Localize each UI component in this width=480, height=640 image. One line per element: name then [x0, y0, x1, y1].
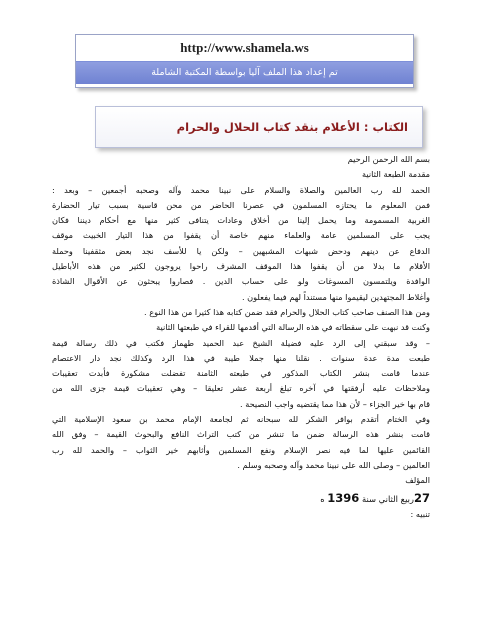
text-line: وكنت قد نبهت على سقطاته في هذه الرسالة التي أقدمها للقراء في طبعتها الثانية	[156, 322, 430, 333]
text-line: يجب على المسلمين عامة والعلماء منهم خاصة أن يقفوا من هذا التيار الخبيث موقف	[52, 230, 430, 241]
date-month: ربيع الثاني سنة	[361, 493, 414, 504]
text-line: قامت بنشر هذه الرسالة ضمن ما تنشر من كتب التراث النافع والبحوث القيمة – وفق الله	[52, 429, 430, 440]
basmala-line: بسم الله الرحمن الرحيم	[347, 154, 430, 164]
text-line: فمن المعلوم ما يحتازه المسلمون في عصرنا الحاضر من محن قاسية بسبب تيار الحضارة	[52, 199, 430, 210]
author-label: المؤلف	[405, 475, 430, 486]
text-line: عندما قامت بنشر الكتاب المذكور في طبعته الثامنة تفضلت مشكورة فأبدت تعقيبات	[52, 368, 430, 379]
book-body	[52, 152, 430, 522]
text-line: الغربية المسمومة وما يحمل إلينا من أخلاق وعادات يتنافى كثير منها مع أحكام ديننا فكان	[52, 215, 430, 226]
site-url-link[interactable]: http://www.shamela.ws	[180, 40, 309, 55]
text-line: الحمد لله رب العالمين والصلاة والسلام على نبينا محمد وآله وصحبه أجمعين – وبعد :	[52, 184, 430, 195]
date-line	[52, 489, 430, 507]
header-box	[75, 34, 414, 88]
book-title-box	[95, 106, 423, 148]
text-line: – وقد سبقني إلى الرد عليه فضيلة الشيخ عبد الحميد طهماز فكتب في ذلك رسالة قيمة	[52, 337, 430, 348]
text-line: العالمين – وصلى الله على نبينا محمد وآله وصحبه وسلم .	[237, 459, 430, 470]
text-line: وأغلاط المجتهدين ليقيموا منها مستنداً لهم فيما يفعلون .	[241, 291, 430, 302]
text-line: القائمين عليها لما فيه نصر الإسلام ونفع المسلمين وأثابهم خير الثواب – والحمد لله رب	[52, 444, 430, 455]
section-heading: مقدمة الطبعة الثانية	[362, 169, 430, 180]
text-line: قام بها خير الجزاء – لأن هذا مما يقتضيه واجب النصيحة .	[240, 398, 430, 409]
date-year: 1396	[327, 490, 360, 505]
text-line: الوافدة ويلتمسون المسوغات ولو على حساب الدين . فصاروا يبحثون عن الأقوال الشاذة	[52, 276, 430, 287]
book-title: الكتاب : الأعلام بنقد كتاب الحلال والحرام	[176, 120, 408, 134]
text-line: الدفاع عن دينهم ودحض شبهات المشبهين – ولكن يا للأسف نجد بعض مثقفينا وحملة	[52, 245, 430, 256]
date-suffix: ه	[320, 493, 325, 504]
text-line: ومن هذا الصنف صاحب كتاب الحلال والحرام فقد ضمن كتابه هذا كثيرا من هذا النوع .	[144, 306, 430, 317]
text-line: طبعت مدة عدة سنوات . نقلنا منها جملا طيبة في هذا الرد وكذلك نجد دار الاعتصام	[52, 352, 430, 363]
header-note: تم إعداد هذا الملف آليا بواسطة المكتبة الشاملة	[76, 61, 413, 84]
footer-note: تنبيه :	[410, 508, 430, 519]
date-day: 27	[413, 490, 430, 505]
text-line: وفي الختام أتقدم بوافر الشكر لله سبحانه ثم لجامعة الإمام محمد بن سعود الإسلامية التي	[52, 414, 430, 425]
text-line: وملاحظات عليه أرفقتها في آخره تبلغ أربعة عشر تعليقا – وهي تعقيبات قيمة جزى الله من	[52, 383, 430, 394]
text-line: الأقلام ما بدلا من أن يقفوا هذا الموقف المشرف راحوا يروجون لكثير من هذه الأباطيل	[52, 261, 430, 272]
